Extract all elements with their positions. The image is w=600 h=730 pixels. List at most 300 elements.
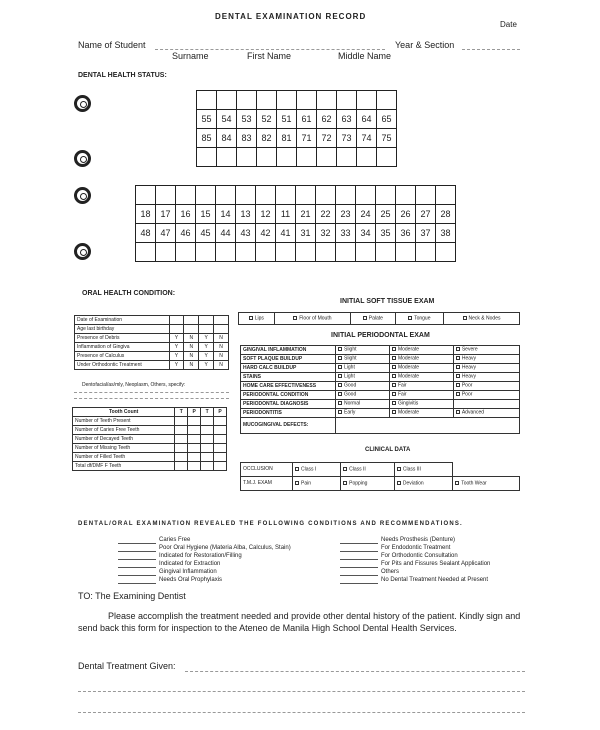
- checkbox-icon[interactable]: [392, 383, 396, 387]
- periodontal-label: PERIODONTAL CONDITION: [241, 391, 336, 400]
- checkbox-icon[interactable]: [456, 347, 460, 351]
- tooth-cell[interactable]: 61: [297, 110, 317, 129]
- clinical-data-table: [240, 462, 520, 491]
- treatment-given-label: Dental Treatment Given:: [78, 661, 176, 671]
- recommendation-item[interactable]: [118, 536, 338, 544]
- tooth-cell[interactable]: 53: [237, 110, 257, 129]
- tooth-count-cell[interactable]: [214, 453, 227, 462]
- recommendation-label: Needs Oral Prophylaxis: [159, 577, 223, 583]
- tmj-option[interactable]: [341, 477, 395, 491]
- checkbox-icon[interactable]: [392, 410, 396, 414]
- tooth-cell[interactable]: 38: [436, 224, 456, 243]
- blank-line[interactable]: [340, 577, 378, 584]
- tooth-cell[interactable]: 48: [136, 224, 156, 243]
- recommendation-label: For Orthodontic Consultation: [381, 553, 458, 559]
- condition-table: [74, 315, 229, 370]
- tooth-cell[interactable]: 26: [396, 205, 416, 224]
- tooth-cell[interactable]: 24: [356, 205, 376, 224]
- soft-tissue-label: Neck & Nodes: [468, 315, 501, 322]
- condition-mark[interactable]: Y: [169, 343, 184, 352]
- tooth-count-row: [73, 417, 227, 426]
- permanent-blank-row: [136, 186, 456, 205]
- tooth-count-row: [73, 435, 227, 444]
- soft-tissue-item[interactable]: [395, 313, 443, 325]
- checkbox-icon[interactable]: [456, 374, 460, 378]
- occlusion-row: [241, 463, 520, 477]
- tooth-count-cell[interactable]: [201, 444, 214, 453]
- tooth-cell[interactable]: 22: [316, 205, 336, 224]
- periodontal-option[interactable]: [453, 409, 519, 418]
- periodontal-option-label: Moderate: [397, 409, 420, 416]
- condition-mark[interactable]: N: [214, 343, 229, 352]
- condition-mark[interactable]: [169, 325, 184, 334]
- tooth-cell[interactable]: 51: [277, 110, 297, 129]
- tooth-count-row: [73, 453, 227, 462]
- student-name-field[interactable]: [155, 49, 385, 50]
- tmj-option[interactable]: [293, 477, 341, 491]
- tooth-count-header-cell: P: [188, 408, 201, 417]
- checkbox-icon[interactable]: [392, 401, 396, 405]
- soft-tissue-item[interactable]: [444, 313, 520, 325]
- condition-label: Date of Examination: [75, 316, 170, 325]
- soft-tissue-label: Floor of Mouth: [299, 315, 332, 322]
- tooth-count-cell[interactable]: [201, 435, 214, 444]
- checkbox-icon[interactable]: [392, 374, 396, 378]
- year-section-label: Year & Section: [395, 40, 455, 50]
- tooth-cell[interactable]: 44: [216, 224, 236, 243]
- tmj-option[interactable]: [394, 477, 452, 491]
- periodontal-option[interactable]: [389, 400, 453, 409]
- checkbox-icon[interactable]: [338, 365, 342, 369]
- tooth-count-cell[interactable]: [214, 417, 227, 426]
- blank-line[interactable]: [118, 577, 156, 584]
- periodontal-option[interactable]: [389, 409, 453, 418]
- checkbox-icon[interactable]: [456, 356, 460, 360]
- blank-line[interactable]: [118, 537, 156, 544]
- tooth-count-cell[interactable]: [201, 426, 214, 435]
- tooth-cell[interactable]: 13: [236, 205, 256, 224]
- tooth-cell[interactable]: 81: [277, 129, 297, 148]
- checkbox-icon[interactable]: [456, 365, 460, 369]
- tooth-cell[interactable]: 31: [296, 224, 316, 243]
- condition-label: Age last birthday: [75, 325, 170, 334]
- tooth-cell[interactable]: 37: [416, 224, 436, 243]
- checkbox-icon[interactable]: [397, 481, 401, 485]
- first-name-label: First Name: [247, 51, 292, 61]
- periodontal-option-label: Poor: [461, 391, 473, 398]
- tooth-cell[interactable]: 11: [276, 205, 296, 224]
- occlusion-option-label: Class I: [301, 466, 317, 473]
- condition-mark[interactable]: N: [184, 352, 199, 361]
- checkbox-icon[interactable]: [338, 410, 342, 414]
- occlusion-option[interactable]: [341, 463, 395, 477]
- periodontal-option[interactable]: [336, 364, 390, 373]
- tooth-count-cell[interactable]: [214, 462, 227, 471]
- tooth-count-label: Number of Missing Teeth: [73, 444, 175, 453]
- revealed-title: DENTAL/ORAL EXAMINATION REVEALED THE FOLLOWING CONDITIONS AND RECOMMENDATIONS.: [78, 521, 463, 527]
- tooth-cell[interactable]: 17: [156, 205, 176, 224]
- recommendation-item[interactable]: [340, 576, 525, 584]
- tooth-cell[interactable]: 12: [256, 205, 276, 224]
- condition-row: [75, 334, 229, 343]
- periodontal-option[interactable]: [389, 373, 453, 382]
- condition-row: [75, 316, 229, 325]
- checkbox-icon[interactable]: [392, 347, 396, 351]
- periodontal-option-label: Light: [344, 364, 355, 371]
- condition-mark[interactable]: N: [184, 343, 199, 352]
- checkbox-icon[interactable]: [456, 410, 460, 414]
- recommendation-label: For Pits and Fissures Sealant Application: [381, 561, 491, 567]
- tooth-cell[interactable]: 16: [176, 205, 196, 224]
- tooth-cell[interactable]: 84: [217, 129, 237, 148]
- periodontal-option[interactable]: [336, 373, 390, 382]
- periodontal-option[interactable]: [453, 346, 519, 355]
- checkbox-icon[interactable]: [343, 481, 347, 485]
- tooth-count-cell[interactable]: [175, 417, 188, 426]
- note-line[interactable]: [74, 398, 229, 399]
- checkbox-icon[interactable]: [338, 392, 342, 396]
- recommendation-label: Needs Prosthesis (Denture): [381, 537, 456, 543]
- checkbox-icon[interactable]: [408, 316, 412, 320]
- periodontal-option-label: Good: [344, 391, 357, 398]
- tooth-count-row: [73, 426, 227, 435]
- checkbox-icon[interactable]: [338, 347, 342, 351]
- target-icon: [74, 150, 91, 167]
- checkbox-icon[interactable]: [397, 467, 401, 471]
- condition-row: [75, 325, 229, 334]
- condition-row: [75, 361, 229, 370]
- tmj-option-label: Pain: [301, 480, 312, 487]
- checkbox-icon[interactable]: [455, 481, 459, 485]
- condition-mark[interactable]: N: [214, 361, 229, 370]
- tooth-count-cell[interactable]: [175, 462, 188, 471]
- blank-line[interactable]: [118, 561, 156, 568]
- mucogingival-field[interactable]: [336, 418, 520, 434]
- tooth-count-cell[interactable]: [214, 426, 227, 435]
- periodontal-option-label: Slight: [344, 355, 357, 362]
- periodontal-option-label: Fair: [397, 391, 407, 398]
- tooth-cell[interactable]: 52: [257, 110, 277, 129]
- tooth-count-label: Number of Caries Free Teeth: [73, 426, 175, 435]
- tooth-count-cell[interactable]: [214, 444, 227, 453]
- periodontal-option[interactable]: [336, 400, 390, 409]
- target-icon: [74, 187, 91, 204]
- blank-line[interactable]: [340, 553, 378, 560]
- tooth-count-cell[interactable]: [188, 417, 201, 426]
- recommendation-item[interactable]: [118, 568, 338, 576]
- tmj-option[interactable]: [453, 477, 520, 491]
- occlusion-option-label: Class III: [402, 466, 421, 473]
- condition-mark[interactable]: N: [184, 334, 199, 343]
- tooth-cell[interactable]: 82: [257, 129, 277, 148]
- periodontal-label: PERIODONTAL DIAGNOSIS: [241, 400, 336, 409]
- checkbox-icon[interactable]: [343, 467, 347, 471]
- tmj-row: [241, 477, 520, 491]
- tooth-count-header-cell: T: [201, 408, 214, 417]
- condition-mark[interactable]: [184, 325, 199, 334]
- tooth-count-cell[interactable]: [201, 453, 214, 462]
- periodontal-row: [241, 346, 520, 355]
- recommendation-item[interactable]: [340, 536, 525, 544]
- condition-mark[interactable]: [184, 316, 199, 325]
- tooth-cell[interactable]: 55: [197, 110, 217, 129]
- tooth-count-cell[interactable]: [175, 426, 188, 435]
- permanent-top-row: [136, 205, 456, 224]
- periodontal-option[interactable]: [336, 391, 390, 400]
- periodontal-title: INITIAL PERIODONTAL EXAM: [331, 332, 430, 339]
- primary-blank-row: [197, 91, 397, 110]
- periodontal-option[interactable]: [389, 355, 453, 364]
- recommendation-item[interactable]: [340, 552, 525, 560]
- periodontal-option[interactable]: [389, 346, 453, 355]
- blank-line[interactable]: [340, 561, 378, 568]
- checkbox-icon[interactable]: [249, 316, 253, 320]
- tmj-label: T.M.J. EXAM: [241, 477, 293, 491]
- periodontal-option[interactable]: [389, 364, 453, 373]
- periodontal-option[interactable]: [336, 409, 390, 418]
- periodontal-option[interactable]: [336, 346, 390, 355]
- tooth-cell[interactable]: 47: [156, 224, 176, 243]
- tooth-cell[interactable]: 32: [316, 224, 336, 243]
- blank-line[interactable]: [118, 569, 156, 576]
- condition-mark[interactable]: Y: [199, 343, 214, 352]
- occlusion-option[interactable]: [293, 463, 341, 477]
- recommendation-item[interactable]: [118, 552, 338, 560]
- checkbox-icon[interactable]: [363, 316, 367, 320]
- tooth-count-label: Total df/DMF F Teeth: [73, 462, 175, 471]
- tooth-cell[interactable]: 36: [396, 224, 416, 243]
- periodontal-option[interactable]: [453, 373, 519, 382]
- tooth-cell[interactable]: 23: [336, 205, 356, 224]
- blank-line[interactable]: [340, 569, 378, 576]
- soft-tissue-label: Tongue: [414, 315, 431, 322]
- tooth-cell[interactable]: 54: [217, 110, 237, 129]
- tooth-count-header: [73, 408, 227, 417]
- periodontal-option-label: Severe: [461, 346, 478, 353]
- tooth-count-cell[interactable]: [188, 453, 201, 462]
- mucogingival-row: [241, 418, 520, 434]
- occlusion-label: OCCLUSION: [241, 463, 293, 477]
- tooth-cell[interactable]: 25: [376, 205, 396, 224]
- periodontal-option-label: Light: [344, 373, 355, 380]
- condition-mark[interactable]: Y: [199, 352, 214, 361]
- year-section-field[interactable]: [462, 49, 520, 50]
- condition-mark[interactable]: Y: [199, 334, 214, 343]
- tooth-cell[interactable]: 27: [416, 205, 436, 224]
- periodontal-option-label: Good: [344, 382, 357, 389]
- periodontal-option[interactable]: [453, 400, 519, 409]
- condition-mark[interactable]: [169, 316, 184, 325]
- tooth-cell[interactable]: 65: [377, 110, 397, 129]
- treatment-line[interactable]: [78, 691, 525, 692]
- tooth-cell[interactable]: 83: [237, 129, 257, 148]
- recommendation-label: No Dental Treatment Needed at Present: [381, 577, 489, 583]
- recommendation-item[interactable]: [118, 576, 338, 584]
- periodontal-option[interactable]: [453, 391, 519, 400]
- tooth-count-cell[interactable]: [188, 462, 201, 471]
- periodontal-option[interactable]: [389, 391, 453, 400]
- tooth-cell[interactable]: 45: [196, 224, 216, 243]
- target-icon: [74, 243, 91, 260]
- tooth-cell[interactable]: 34: [356, 224, 376, 243]
- treatment-line[interactable]: [78, 712, 525, 713]
- periodontal-row: [241, 391, 520, 400]
- recommendation-label: Gingival Inflammation: [159, 569, 217, 575]
- note-line[interactable]: [74, 392, 229, 393]
- periodontal-option[interactable]: [389, 382, 453, 391]
- checkbox-icon[interactable]: [295, 481, 299, 485]
- condition-mark[interactable]: [214, 316, 229, 325]
- checkbox-icon[interactable]: [392, 392, 396, 396]
- tooth-cell[interactable]: 62: [317, 110, 337, 129]
- tooth-cell[interactable]: 75: [377, 129, 397, 148]
- tooth-count-header-cell: T: [175, 408, 188, 417]
- blank-line[interactable]: [118, 553, 156, 560]
- primary-blank-row: [197, 148, 397, 167]
- periodontal-option-label: Moderate: [397, 373, 420, 380]
- periodontal-option[interactable]: [336, 382, 390, 391]
- occlusion-option[interactable]: [394, 463, 452, 477]
- tooth-count-cell[interactable]: [188, 426, 201, 435]
- tooth-cell[interactable]: 72: [317, 129, 337, 148]
- recommendation-item[interactable]: [340, 568, 525, 576]
- health-status-label: DENTAL HEALTH STATUS:: [78, 72, 167, 79]
- tooth-cell[interactable]: 15: [196, 205, 216, 224]
- tooth-count-cell[interactable]: [175, 444, 188, 453]
- periodontal-label: HOME CARE EFFECTIVENESS: [241, 382, 336, 391]
- tooth-cell[interactable]: 14: [216, 205, 236, 224]
- tooth-cell[interactable]: 21: [296, 205, 316, 224]
- condition-mark[interactable]: [199, 316, 214, 325]
- tooth-cell[interactable]: 41: [276, 224, 296, 243]
- checkbox-icon[interactable]: [293, 316, 297, 320]
- primary-teeth-chart: [196, 90, 397, 167]
- tooth-count-header-cell: P: [214, 408, 227, 417]
- condition-mark[interactable]: Y: [199, 361, 214, 370]
- condition-mark[interactable]: Y: [169, 361, 184, 370]
- recommendation-item[interactable]: [118, 544, 338, 552]
- checkbox-icon[interactable]: [338, 374, 342, 378]
- tooth-count-table: [72, 407, 227, 471]
- checkbox-icon[interactable]: [392, 365, 396, 369]
- tmj-option-label: Deviation: [402, 480, 424, 487]
- condition-label: Under Orthodontic Treatment: [75, 361, 170, 370]
- tooth-cell[interactable]: 64: [357, 110, 377, 129]
- periodontal-row: [241, 382, 520, 391]
- tooth-cell[interactable]: 35: [376, 224, 396, 243]
- tooth-cell[interactable]: 33: [336, 224, 356, 243]
- tooth-count-cell[interactable]: [214, 435, 227, 444]
- tooth-cell[interactable]: 74: [357, 129, 377, 148]
- checkbox-icon[interactable]: [338, 401, 342, 405]
- checkbox-icon[interactable]: [295, 467, 299, 471]
- tooth-count-row: [73, 444, 227, 453]
- permanent-blank-row: [136, 243, 456, 262]
- tooth-count-cell[interactable]: [201, 417, 214, 426]
- soft-tissue-item[interactable]: [351, 313, 396, 325]
- periodontal-table: [240, 345, 520, 434]
- tooth-cell[interactable]: 43: [236, 224, 256, 243]
- tooth-count-cell[interactable]: [175, 453, 188, 462]
- condition-label: Presence of Debris: [75, 334, 170, 343]
- tooth-count-cell[interactable]: [175, 435, 188, 444]
- condition-mark[interactable]: Y: [169, 352, 184, 361]
- recommendation-item[interactable]: [340, 560, 525, 568]
- tooth-cell[interactable]: 46: [176, 224, 196, 243]
- condition-mark[interactable]: N: [184, 361, 199, 370]
- tooth-cell[interactable]: 71: [297, 129, 317, 148]
- checkbox-icon[interactable]: [456, 383, 460, 387]
- treatment-line[interactable]: [185, 671, 525, 672]
- revealed-left-list: [118, 536, 338, 584]
- tooth-count-cell[interactable]: [188, 444, 201, 453]
- date-label: Date: [500, 20, 517, 29]
- condition-mark[interactable]: N: [214, 334, 229, 343]
- condition-mark[interactable]: Y: [169, 334, 184, 343]
- student-name-label: Name of Student: [78, 40, 146, 50]
- soft-tissue-label: Lips: [254, 315, 264, 322]
- checkbox-icon[interactable]: [338, 356, 342, 360]
- periodontal-option[interactable]: [453, 382, 519, 391]
- condition-row: [75, 352, 229, 361]
- blank-line[interactable]: [340, 537, 378, 544]
- tooth-cell[interactable]: 18: [136, 205, 156, 224]
- condition-row: [75, 343, 229, 352]
- periodontal-option[interactable]: [453, 355, 519, 364]
- periodontal-option[interactable]: [336, 355, 390, 364]
- occlusion-option-label: Class II: [349, 466, 366, 473]
- periodontal-option[interactable]: [453, 364, 519, 373]
- recommendation-label: Poor Oral Hygiene (Materia Alba, Calculus, Stain): [159, 545, 291, 551]
- periodontal-label: PERIODONTITIS: [241, 409, 336, 418]
- condition-mark[interactable]: N: [214, 352, 229, 361]
- tooth-count-header-cell: Tooth Count: [73, 408, 175, 417]
- recommendation-label: For Endodontic Treatment: [381, 545, 451, 551]
- condition-mark[interactable]: [214, 325, 229, 334]
- tooth-cell[interactable]: 85: [197, 129, 217, 148]
- periodontal-option-label: Moderate: [397, 364, 420, 371]
- tooth-cell[interactable]: 42: [256, 224, 276, 243]
- blank-line[interactable]: [118, 545, 156, 552]
- condition-label: Presence of Calculus: [75, 352, 170, 361]
- recommendation-item[interactable]: [118, 560, 338, 568]
- tooth-cell[interactable]: 28: [436, 205, 456, 224]
- condition-mark[interactable]: [199, 325, 214, 334]
- blank-line[interactable]: [340, 545, 378, 552]
- periodontal-option-label: Fair: [397, 382, 407, 389]
- checkbox-icon[interactable]: [463, 316, 467, 320]
- soft-tissue-label: Palate: [368, 315, 383, 322]
- to-line: TO: The Examining Dentist: [78, 591, 186, 601]
- tooth-cell[interactable]: 63: [337, 110, 357, 129]
- tooth-count-cell[interactable]: [188, 435, 201, 444]
- permanent-teeth-chart: [135, 185, 456, 262]
- periodontal-option-label: Normal: [344, 400, 361, 407]
- checkbox-icon[interactable]: [456, 392, 460, 396]
- checkbox-icon[interactable]: [392, 356, 396, 360]
- periodontal-label: GINGIVAL INFLAMMATION: [241, 346, 336, 355]
- checkbox-icon[interactable]: [338, 383, 342, 387]
- soft-tissue-item[interactable]: [239, 313, 275, 325]
- periodontal-option-label: Heavy: [461, 355, 477, 362]
- periodontal-option-label: Poor: [461, 382, 473, 389]
- soft-tissue-item[interactable]: [274, 313, 350, 325]
- tooth-count-cell[interactable]: [201, 462, 214, 471]
- tooth-count-label: Number of Decayed Teeth: [73, 435, 175, 444]
- oral-health-label: ORAL HEALTH CONDITION:: [82, 290, 176, 297]
- recommendation-item[interactable]: [340, 544, 525, 552]
- tooth-cell[interactable]: 73: [337, 129, 357, 148]
